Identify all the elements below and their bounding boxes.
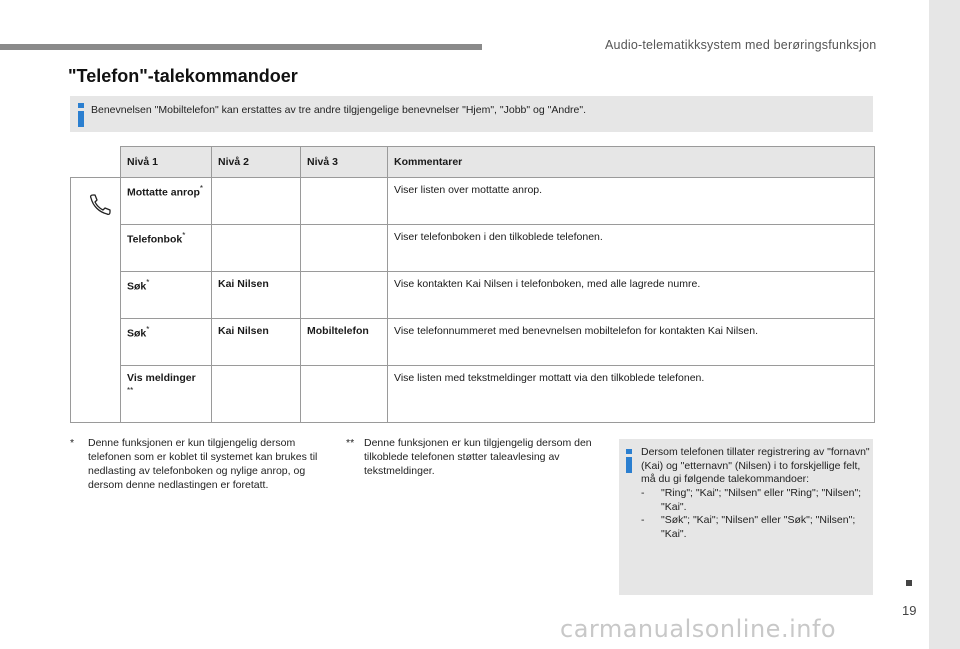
table-cell-level3 [301, 366, 388, 423]
info-icon [624, 449, 634, 473]
table-row [71, 319, 875, 366]
table-cell-level2 [212, 178, 301, 225]
phone-handset-icon [87, 192, 113, 218]
info-icon [76, 103, 86, 127]
table-cell-level3 [301, 225, 388, 272]
table-cell-level3: Mobiltelefon [301, 319, 388, 366]
table-cell-level1: Søk* [121, 319, 212, 366]
footnote-text: Denne funksjonen er kun tilgjengelig dersom den tilkoblede telefonen støtter taleavlesing av tekstmeldinger. [364, 437, 592, 477]
table-cell-comment: Vise listen med tekstmeldinger mottatt via den tilkoblede telefonen. [388, 366, 875, 423]
table-cell-level1: Telefonbok* [121, 225, 212, 272]
table-cell-level3 [301, 272, 388, 319]
table-header-level1: Nivå 1 [121, 147, 212, 178]
phone-icon-cell [71, 178, 121, 423]
table-cell-level2 [212, 225, 301, 272]
table-header-level2: Nivå 2 [212, 147, 301, 178]
table-cell-level2: Kai Nilsen [212, 319, 301, 366]
table-row [71, 178, 875, 225]
watermark: carmanualsonline.info [560, 615, 837, 643]
voice-command-table [70, 146, 875, 423]
table-cell-level1: Søk* [121, 272, 212, 319]
info-note [70, 96, 873, 132]
page-title: "Telefon"-talekommandoer [68, 66, 298, 86]
table-cell-level2 [212, 366, 301, 423]
table-row [71, 225, 875, 272]
info-note-text: Benevnelsen "Mobiltelefon" kan erstattes av tre andre tilgjengelige benevnelser "Hjem", "Jobb" og "Andre". [91, 104, 587, 116]
name-fields-note-text [641, 446, 871, 541]
table-cell-level1: Vis meldinger ** [121, 366, 212, 423]
table-row [71, 366, 875, 423]
section-end-marker [906, 580, 912, 586]
footnote-double-star [346, 437, 596, 479]
table-header-row [71, 147, 875, 178]
table-cell-comment: Viser listen over mottatte anrop. [388, 178, 875, 225]
name-fields-note [619, 439, 873, 595]
table-cell-comment: Viser telefonboken i den tilkoblede telefonen. [388, 225, 875, 272]
section-title: Audio-telematikksystem med berøringsfunksjon [605, 38, 877, 52]
header-rule [0, 44, 482, 50]
page-margin-band [929, 0, 960, 649]
list-item: - "Søk"; "Kai"; "Nilsen" eller "Søk"; "Nilsen"; "Kai". [641, 514, 856, 540]
page-number: 19 [902, 603, 917, 618]
table-row [71, 272, 875, 319]
footnote-mark: ** [346, 437, 355, 449]
footnote-mark: * [70, 437, 75, 449]
footnote-single-star [70, 437, 320, 492]
note-intro: Dersom telefonen tillater registrering av "fornavn" (Kai) og "etternavn" (Nilsen) i to forskjellige felt, må du gi følgende talekommandoer: [641, 446, 870, 486]
table-header-level3: Nivå 3 [301, 147, 388, 178]
list-item: - "Ring"; "Kai"; "Nilsen" eller "Ring"; "Nilsen"; "Kai". [641, 486, 862, 513]
table-cell-comment: Vise telefonnummeret med benevnelsen mobiltelefon for kontakten Kai Nilsen. [388, 319, 875, 366]
table-header-blank [71, 147, 121, 178]
table-cell-level2: Kai Nilsen [212, 272, 301, 319]
table-header-comments: Kommentarer [388, 147, 875, 178]
table-cell-comment: Vise kontakten Kai Nilsen i telefonboken, med alle lagrede numre. [388, 272, 875, 319]
footnote-text: Denne funksjonen er kun tilgjengelig dersom telefonen som er koblet til systemet kan brukes til nedlasting av telefonboken og nylige anrop, og dersom denne nedlastingen er foretatt. [88, 437, 318, 491]
table-cell-level3 [301, 178, 388, 225]
table-cell-level1: Mottatte anrop* [121, 178, 212, 225]
